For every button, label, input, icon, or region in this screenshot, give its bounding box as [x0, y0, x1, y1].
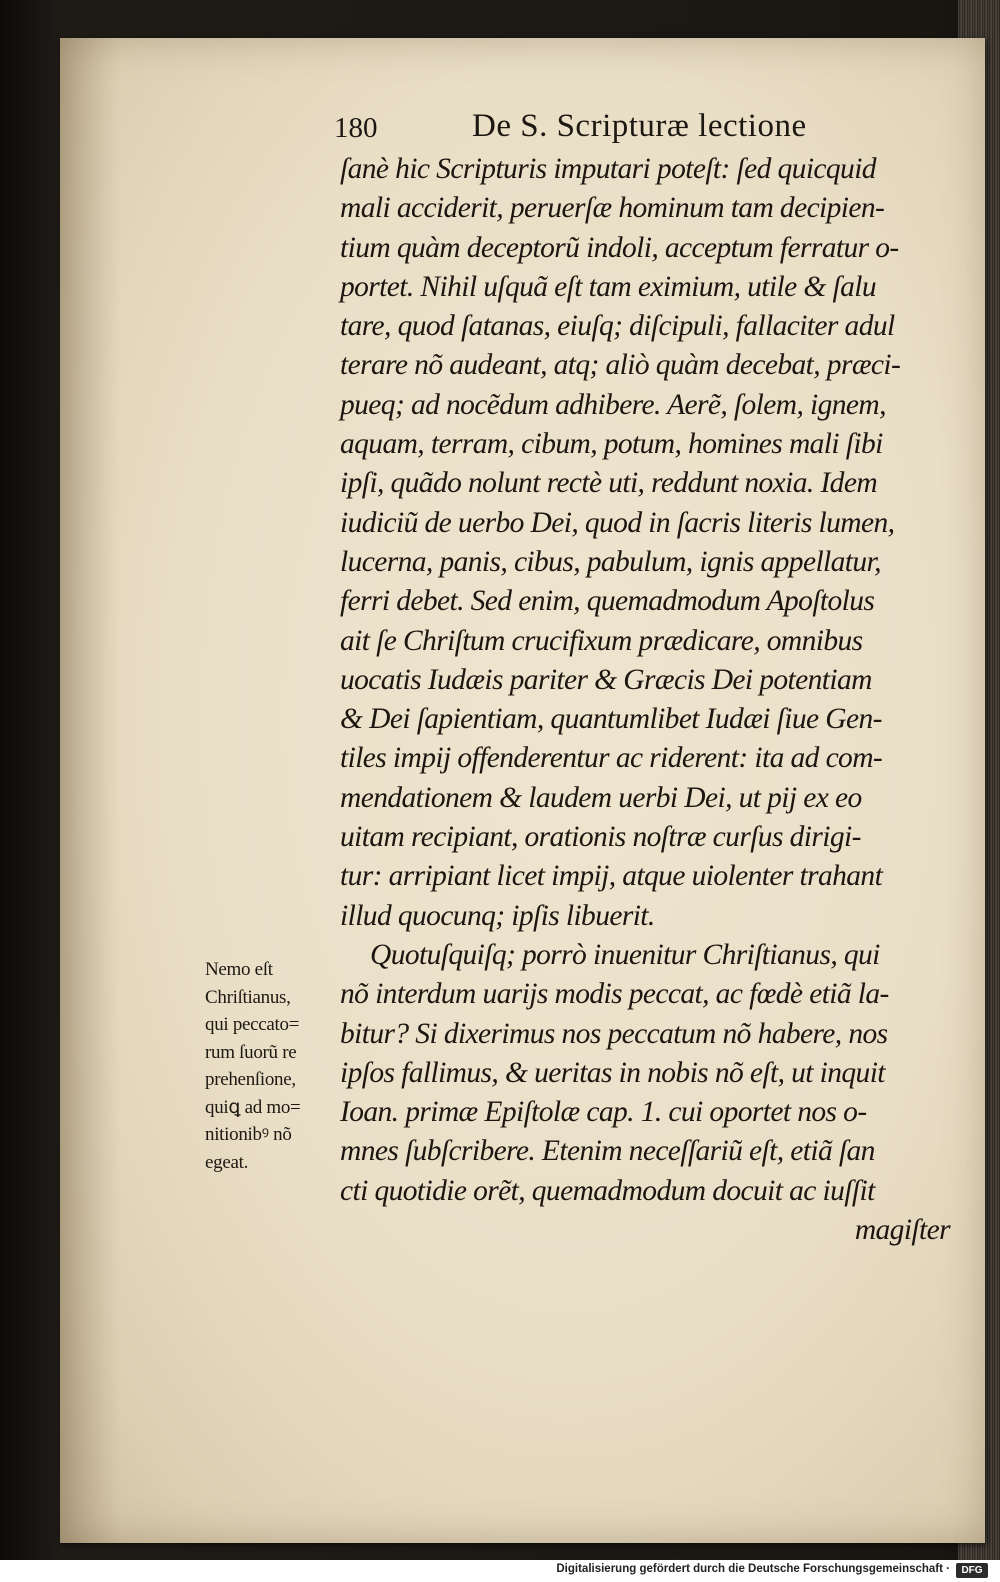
marginal-note-line: rum ſuorũ re [205, 1041, 297, 1063]
text-line: pueq; ad nocẽdum adhibere. Aerẽ, ſolem, ignem, [340, 388, 886, 421]
paragraph-start-line: Quotuſquiſq; porrò inuenitur Chriſtianus, qui [370, 938, 880, 971]
main-text [340, 150, 950, 1250]
marginal-note-line: prehenſione, [205, 1069, 296, 1090]
text-line: ait ſe Chriſtum crucifixum prædicare, omnibus [340, 624, 863, 657]
text-line: mnes ſubſcribere. Etenim neceſſariũ eſt, etiã ſan [340, 1135, 875, 1168]
dfg-logo-icon: DFG [956, 1563, 988, 1578]
running-head: De S. Scripturæ lectione [472, 108, 807, 144]
text-line: terare nõ audeant, atq; aliò quàm decebat, præci- [340, 349, 901, 382]
text-line: uocatis Iudæis pariter & Græcis Dei potentiam [340, 663, 872, 696]
marginal-note-line: nitionibꝰ nõ [205, 1124, 292, 1145]
marginal-note [205, 956, 355, 1176]
text-line: tur: arripiant licet impij, atque uiolenter trahant [340, 860, 883, 893]
text-line: iudiciũ de uerbo Dei, quod in ſacris literis lumen, [340, 506, 895, 539]
text-line: mali acciderit, peruerſæ hominum tam decipien- [340, 192, 885, 225]
text-line: nõ interdum uarijs modis peccat, ac fœdè etiã la- [340, 978, 889, 1011]
text-line: illud quocunq; ipſis libuerit. [340, 899, 655, 932]
text-line: & Dei ſapientiam, quantumlibet Iudæi ſiue Gen- [340, 703, 882, 736]
text-line: Ioan. primæ Epiſtolæ cap. 1. cui oportet nos o- [340, 1096, 867, 1129]
text-line: tium quàm deceptorũ indoli, acceptum ferratur o- [340, 231, 899, 264]
text-line: uitam recipiant, orationis noſtræ curſus dirigi- [340, 821, 861, 854]
text-line: tiles impij offenderentur ac riderent: ita ad com- [340, 742, 883, 775]
text-line: lucerna, panis, cibus, pabulum, ignis appellatur, [340, 545, 881, 578]
marginal-note-line: egeat. [205, 1151, 249, 1173]
marginal-note-line: qui peccato= [205, 1014, 300, 1035]
text-line: ferri debet. Sed enim, quemadmodum Apoſtolus [340, 585, 875, 618]
marginal-note-line: Chriſtianus, [205, 986, 291, 1008]
page-gutter-shadow [60, 38, 120, 1543]
text-line: ipſi, quãdo nolunt rectè uti, reddunt noxia. Idem [340, 467, 878, 500]
funding-credit: Digitalisierung gefördert durch die Deutsche Forschungsgemeinschaft · [556, 1563, 950, 1575]
text-line: tare, quod ſatanas, eiuſq; diſcipuli, fallaciter adul [340, 310, 895, 343]
text-line: aquam, terram, cibum, potum, homines mali ſibi [340, 428, 883, 461]
marginal-note-line: Nemo eſt [205, 959, 273, 980]
marginal-note-line: quiꝗ ad mo= [205, 1096, 301, 1118]
digitization-footer [0, 1560, 1000, 1582]
text-line: ipſos fallimus, & ueritas in nobis nõ eſt, ut inquit [340, 1056, 885, 1089]
text-line: mendationem & laudem uerbi Dei, ut pij ex eo [340, 781, 862, 814]
text-line: cti quotidie orẽt, quemadmodum docuit ac iuſſit [340, 1174, 875, 1207]
text-line: portet. Nihil uſquã eſt tam eximium, utile & ſalu [340, 270, 876, 303]
catchword: magiſter [854, 1214, 950, 1247]
text-line: ſanè hic Scripturis imputari poteſt: ſed quicquid [340, 153, 876, 185]
text-line: bitur? Si dixerimus nos peccatum nõ habere, nos [340, 1017, 888, 1050]
page-number: 180 [334, 112, 378, 144]
page-header [334, 104, 934, 148]
